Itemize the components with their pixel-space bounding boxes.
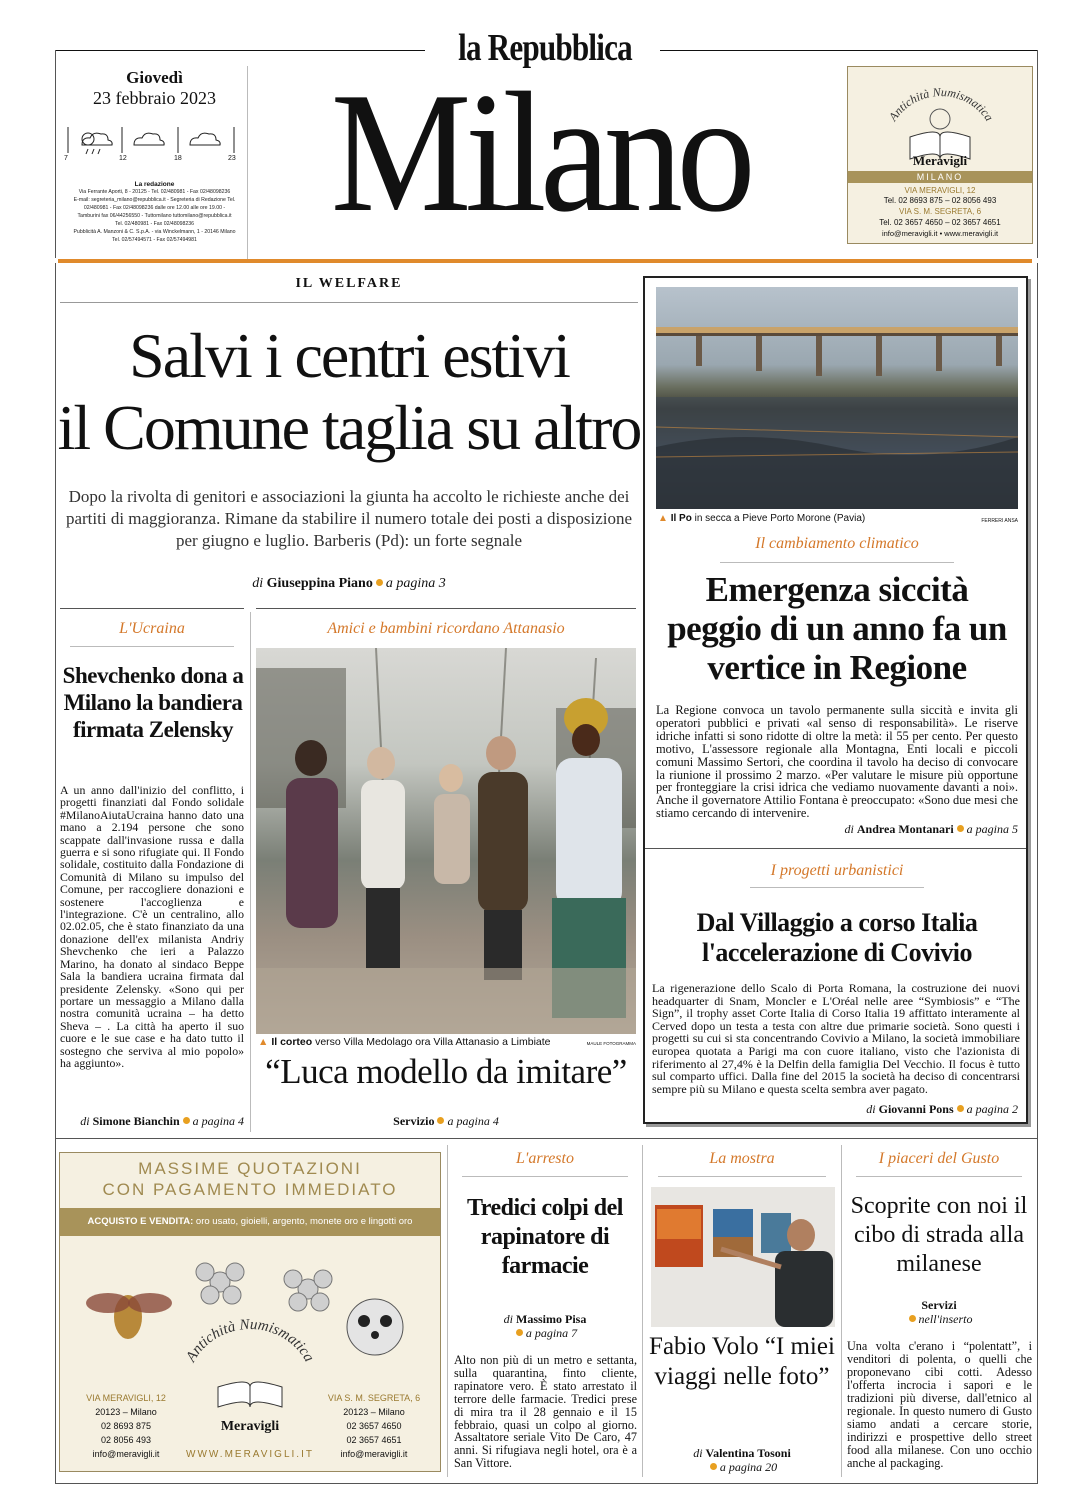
kicker-rule bbox=[750, 887, 924, 888]
date-text: 23 febbraio 2023 bbox=[93, 88, 216, 108]
caption-bold: Il corteo bbox=[271, 1036, 313, 1048]
po-caption bbox=[658, 513, 948, 524]
bullet-icon bbox=[437, 1117, 444, 1124]
lead-byline[interactable] bbox=[60, 576, 638, 592]
arresto-kicker: L'arresto bbox=[516, 1150, 574, 1167]
ucraina-body: A un anno dall'inizio del conflitto, i progetti finanziati dal Fondo solidale #MilanoAiutaUcraina hanno dato una mano a 2.194 persone che sono scappate dall'invasione russa e dalla guerra e si sono rifugiate qui. Il Fondo solidale, costituito dalla Fondazione di Comunità di Milano su impulso del Comune, per raccogliere donazioni e sostenere l'accoglienza e l'integrazione. C'è un centralino, allo 02.02.05, che è stato finanziato da una donazione dell'ex milanista Andriy Shevchenko che ieri a Palazzo Marino, ha donato al sindaco Beppe Sala la bandiera ucraina firmata dal presidente Zelensky. «Sono qui per portare un messaggio a Milano dalla nostra comunità ucraina – ha detto Sheva – . La città ha aperto il suo cuore e le sue case e ha dato tutto il sostegno che serviva al mio popolo» ha aggiunto». bbox=[60, 783, 244, 1070]
ad-address-line: 20123 – Milano bbox=[343, 1407, 405, 1417]
covivio-byline[interactable] bbox=[656, 1102, 1018, 1117]
ad-address-line: info@meravigli.it bbox=[92, 1449, 160, 1459]
ad-address-1: VIA MERAVIGLI, 12 bbox=[904, 186, 976, 195]
book-icon bbox=[910, 109, 970, 159]
caption-bold: Il Po bbox=[670, 513, 692, 524]
redazione-line: Tel. 02/57494571 - Fax 02/57494981 bbox=[112, 237, 197, 243]
book-icon bbox=[218, 1382, 282, 1407]
ad-banner bbox=[60, 1208, 440, 1236]
caption-triangle-icon: ▲ bbox=[658, 513, 668, 524]
siccita-headline[interactable]: Emergenza siccità peggio di un anno fa un vertice in Regione bbox=[667, 570, 1007, 687]
weather-temp: 7 bbox=[64, 155, 68, 162]
kicker-rule bbox=[658, 1176, 826, 1177]
bottom-section-rule bbox=[55, 1138, 1038, 1139]
ad-address-line: VIA S. M. SEGRETA, 6 bbox=[327, 1393, 421, 1403]
siccita-body: La Regione convoca un tavolo permanente sulla siccità e invita gli operatori pubblici e privati «al senso di responsabilità». Le riserve idriche infatti si sono ridotte di oltre la metà: il 55 per cento. Per questo motivo, L'assessore regionale alla Montagna, Enti locali e piccoli comuni Massimo Sertori, che coordina il tavolo ha deciso di convocare la riunione il prossimo 2 marzo. «Per valutare le misure più opportune per fronteggiare la crisi idrica che vediamo nuovamente davanti a noi». Anche il governatore Attilio Fontana è preoccupato: «Sono due mesi che stiamo cercando di intervenire. bbox=[656, 703, 1018, 821]
gusto-kicker: I piaceri del Gusto bbox=[878, 1150, 1000, 1167]
author: Simone Bianchin bbox=[92, 1114, 180, 1128]
ad-right-address bbox=[314, 1391, 434, 1461]
rain-cloud-icon bbox=[82, 127, 122, 154]
page-ref: a pagina 7 bbox=[525, 1326, 578, 1340]
bullet-icon bbox=[516, 1329, 523, 1336]
page-ref: a pagina 3 bbox=[385, 576, 446, 591]
column-rule bbox=[256, 608, 636, 609]
gusto-byline[interactable] bbox=[844, 1298, 1034, 1326]
caption-text: in secca a Pieve Porto Morone (Pavia) bbox=[694, 513, 866, 524]
jewelry-illustration bbox=[60, 1237, 440, 1417]
ad-address-line: info@meravigli.it bbox=[340, 1449, 408, 1459]
page-ref: a pagina 20 bbox=[719, 1460, 778, 1474]
redazione-line: Tel. 02/480981 - Fax 02/48098236 bbox=[114, 221, 195, 227]
gusto-body: Una volta c'erano i “polentatt”, i venditori di polenta, o quelli che proponevano cibi cotti. Adesso l'offerta incrocia i sapori e le tradizioni più diverse, dall'etnico al regionale. In questo numero di Gusto siamo andati a cercare storie, indirizzi e prospettive dello street food alla milanese. Con uno occhio anche al packaging. bbox=[847, 1339, 1032, 1470]
flower-brooch-icon bbox=[196, 1263, 332, 1311]
lead-headline-line-2: il Comune taglia su altro bbox=[57, 392, 641, 463]
by-label: di bbox=[80, 1114, 90, 1128]
frame-right bbox=[1037, 50, 1038, 258]
by-label: di bbox=[866, 1102, 876, 1116]
covivio-headline[interactable]: Dal Villaggio a corso Italia l'accelerazione di Covivio bbox=[696, 908, 978, 967]
bullet-icon bbox=[957, 1105, 964, 1112]
ad-line: CON PAGAMENTO IMMEDIATO bbox=[102, 1180, 398, 1199]
page-ref: a pagina 5 bbox=[966, 822, 1018, 836]
redazione-line: Tamburini fax 06/44256550 - Tuttomilano tuttomilano@repubblica.it bbox=[77, 213, 232, 219]
corteo-credit: MAULE FOTOGRAMMA bbox=[586, 1041, 636, 1046]
ad-address-line: VIA MERAVIGLI, 12 bbox=[86, 1393, 166, 1403]
redazione-line: Via Ferrante Aporti, 8 - 20125 - Tel. 02/480981 - Fax 02/48098236 bbox=[78, 189, 231, 195]
frame-right bbox=[1037, 263, 1038, 1483]
date-box bbox=[62, 66, 248, 260]
attanasio-byline[interactable] bbox=[256, 1114, 636, 1129]
kicker-rule bbox=[856, 1176, 1022, 1177]
cloud-icon bbox=[190, 127, 234, 153]
section-rule bbox=[60, 302, 638, 303]
ad-address-line: 02 3657 4650 bbox=[346, 1421, 402, 1431]
covivio-body: La rigenerazione dello Scalo di Porta Romana, la costruzione dei nuovi headquarter di Snam, Moncler e L'Oréal nelle aree “Symbiosis” e “The Sign”, il trophy asset Corte Italia di Corso Italia 19 affittato interamente al Cerved dopo un testa a testa con altre due primarie società. Sono questi i progetti su cui si sta concentrando Covivio a Milano, la società immobiliare europea quotata a Parigi ma con cuore italiano, visto che l'azionista di riferimento al 27,4% è la Delfin della famiglia Del Vecchio. Il focus è tutto sul comparto uffici. Dalla fine del 2015 la società ha deciso di concentrarsi sempre più su Milano e questa scelta sembra aver pagato. bbox=[652, 981, 1020, 1096]
by-label: di bbox=[693, 1446, 703, 1460]
kicker-rule bbox=[70, 646, 234, 647]
arresto-headline[interactable]: Tredici colpi del rapinatore di farmacie bbox=[467, 1195, 623, 1279]
weather-icons bbox=[62, 123, 248, 167]
arresto-body: Alto non più di un metro e settanta, sulla quarantina, finto cliente, rapinatore vero. È stato arrestato il terrore delle farmacie. Tredici prese di mira tra il 28 gennaio e il 15 febbraio, quasi un colpo al giorno. Assaltatore seriale Vito De Caro, 47 anni. Si rifugiava negli hotel, ora è a San Vittore. bbox=[454, 1353, 637, 1471]
redazione-line: 02/480981 - Fax 02/48098236 dalle ore 12.00 alle ore 19.00 - bbox=[83, 205, 226, 211]
weather-temp: 23 bbox=[228, 155, 236, 162]
author: Massimo Pisa bbox=[516, 1312, 587, 1326]
ad-left-address bbox=[66, 1391, 186, 1461]
mostra-byline[interactable] bbox=[645, 1446, 839, 1474]
masthead-orange-rule bbox=[58, 259, 1032, 263]
weather-strip bbox=[62, 123, 247, 167]
ad-address-2: VIA S. M. SEGRETA, 6 bbox=[898, 207, 982, 216]
ucraina-headline[interactable]: Shevchenko dona a Milano la bandiera firmata Zelensky bbox=[62, 663, 244, 742]
ad-address-line: 02 3657 4651 bbox=[346, 1435, 402, 1445]
author: Giovanni Pons bbox=[878, 1102, 954, 1116]
corteo-caption bbox=[258, 1036, 568, 1048]
po-credit: FERRERI ANSA bbox=[981, 518, 1018, 524]
column-vrule bbox=[841, 1145, 842, 1477]
bullet-icon bbox=[909, 1315, 916, 1322]
ad-brand: Meravigli bbox=[220, 1419, 280, 1434]
siccita-byline[interactable] bbox=[656, 822, 1018, 837]
ad-line: MASSIME QUOTAZIONI bbox=[138, 1159, 362, 1178]
svg-text:Antichità Numismatica bbox=[183, 1317, 317, 1366]
volo-photo[interactable] bbox=[651, 1187, 835, 1327]
lead-headline-line-1: Salvi i centri estivi bbox=[129, 320, 569, 391]
ad-web: info@meravigli.it • www.meravigli.it bbox=[881, 229, 999, 238]
svg-text:Antichità Numismatica bbox=[885, 85, 996, 124]
day-name: Giovedì bbox=[126, 68, 183, 87]
bridge-drawing bbox=[656, 287, 1018, 509]
ad-address-line: 20123 – Milano bbox=[95, 1407, 157, 1417]
mostra-headline[interactable]: Fabio Volo “I miei viaggi nelle foto” bbox=[649, 1333, 835, 1390]
by-label: Servizio bbox=[393, 1114, 435, 1128]
by-label: di bbox=[503, 1312, 513, 1326]
arc-text: Antichità Numismatica bbox=[885, 84, 997, 124]
caption-text: verso Villa Medolago ora Villa Attanasio a Limbiate bbox=[315, 1036, 551, 1048]
ad-city: MILANO bbox=[848, 171, 1032, 183]
ad-address-line: 02 8056 493 bbox=[100, 1435, 152, 1445]
author: Giuseppina Piano bbox=[266, 576, 373, 591]
volo-drawing bbox=[651, 1187, 835, 1327]
author: Valentina Tosoni bbox=[705, 1446, 791, 1460]
ad-address-line: 02 8693 875 bbox=[100, 1421, 152, 1431]
frame-left bbox=[55, 50, 56, 258]
section-label: IL WELFARE bbox=[295, 276, 403, 291]
attanasio-headline[interactable]: “Luca modello da imitare” bbox=[265, 1052, 627, 1091]
column-vrule bbox=[447, 1145, 448, 1477]
caption-triangle-icon: ▲ bbox=[258, 1036, 269, 1048]
by-label: di bbox=[844, 822, 854, 836]
arc-text: Antichità Numismatica bbox=[183, 1316, 317, 1365]
page-ref: a pagina 4 bbox=[447, 1114, 499, 1128]
ad-headline bbox=[60, 1158, 440, 1200]
cloud-icon bbox=[134, 127, 178, 153]
gusto-headline[interactable]: Scoprite con noi il cibo di strada alla milanese bbox=[850, 1193, 1028, 1277]
box-divider bbox=[645, 848, 1026, 849]
arresto-byline[interactable] bbox=[450, 1312, 640, 1340]
frame-bottom bbox=[55, 1483, 1038, 1484]
lead-summary: Dopo la rivolta di genitori e associazioni la giunta ha accolto le richieste anche dei partiti di maggioranza. Rimane da stabilire il numero totale dei posti a disposizione per giugno e luglio. Barberis (Pd): un forte segnale bbox=[65, 487, 633, 550]
redazione-line: Pubblicità A. Manzoni & C. S.p.A. - via Winckelmann, 1 - 20146 Milano bbox=[73, 229, 236, 235]
lead-headline[interactable] bbox=[40, 320, 658, 464]
corteo-drawing bbox=[256, 648, 636, 1034]
bee-brooch-icon bbox=[86, 1293, 172, 1339]
redazione-title: La redazione bbox=[134, 181, 175, 188]
panda-ring-icon bbox=[347, 1299, 403, 1355]
by-label: di bbox=[252, 576, 264, 591]
column-vrule bbox=[642, 1145, 643, 1477]
ad-brand: Meravigli bbox=[912, 153, 968, 168]
ad-tel-1: Tel. 02 8693 875 – 02 8056 493 bbox=[883, 196, 997, 205]
kicker-rule bbox=[720, 562, 954, 563]
by-label: Servizi bbox=[921, 1298, 957, 1312]
po-river-photo[interactable] bbox=[656, 287, 1018, 509]
bullet-icon bbox=[710, 1463, 717, 1470]
corteo-photo[interactable] bbox=[256, 648, 636, 1034]
author: Andrea Montanari bbox=[856, 822, 954, 836]
attanasio-kicker: Amici e bambini ricordano Attanasio bbox=[327, 620, 565, 637]
masthead-rule-left bbox=[55, 50, 425, 51]
kicker-rule bbox=[462, 1176, 628, 1177]
ad-web: WWW.MERAVIGLI.IT bbox=[186, 1449, 314, 1460]
redazione-line: E-mail: segreteria_milano@repubblica.it - Segreteria di Redazione Tel. bbox=[73, 197, 236, 203]
banner-text: oro usato, gioielli, argento, monete oro e lingotti oro bbox=[195, 1216, 413, 1227]
page-ref: nell'inserto bbox=[918, 1312, 973, 1326]
city-title: Milano bbox=[330, 58, 750, 248]
column-rule bbox=[60, 608, 244, 609]
covivio-kicker: I progetti urbanistici bbox=[770, 862, 904, 879]
weather-temp: 12 bbox=[119, 155, 127, 162]
ucraina-byline[interactable] bbox=[60, 1114, 244, 1129]
bullet-icon bbox=[376, 579, 383, 586]
top-ad[interactable] bbox=[847, 66, 1033, 244]
brand-logo: la Repubblica bbox=[458, 27, 632, 69]
weather-temp: 18 bbox=[174, 155, 182, 162]
ucraina-kicker: L'Ucraina bbox=[119, 620, 185, 637]
bullet-icon bbox=[183, 1117, 190, 1124]
siccita-kicker: Il cambiamento climatico bbox=[755, 535, 919, 552]
bullet-icon bbox=[957, 825, 964, 832]
mostra-kicker: La mostra bbox=[709, 1150, 775, 1167]
page-ref: a pagina 4 bbox=[192, 1114, 244, 1128]
redazione-info bbox=[62, 188, 247, 244]
page-ref: a pagina 2 bbox=[966, 1102, 1018, 1116]
masthead-rule-right bbox=[660, 50, 1038, 51]
sun-icon bbox=[68, 127, 94, 153]
ad-tel-2: Tel. 02 3657 4650 – 02 3657 4651 bbox=[879, 218, 1001, 227]
banner-bold: ACQUISTO E VENDITA: bbox=[87, 1216, 194, 1227]
bottom-ad[interactable] bbox=[59, 1152, 441, 1472]
